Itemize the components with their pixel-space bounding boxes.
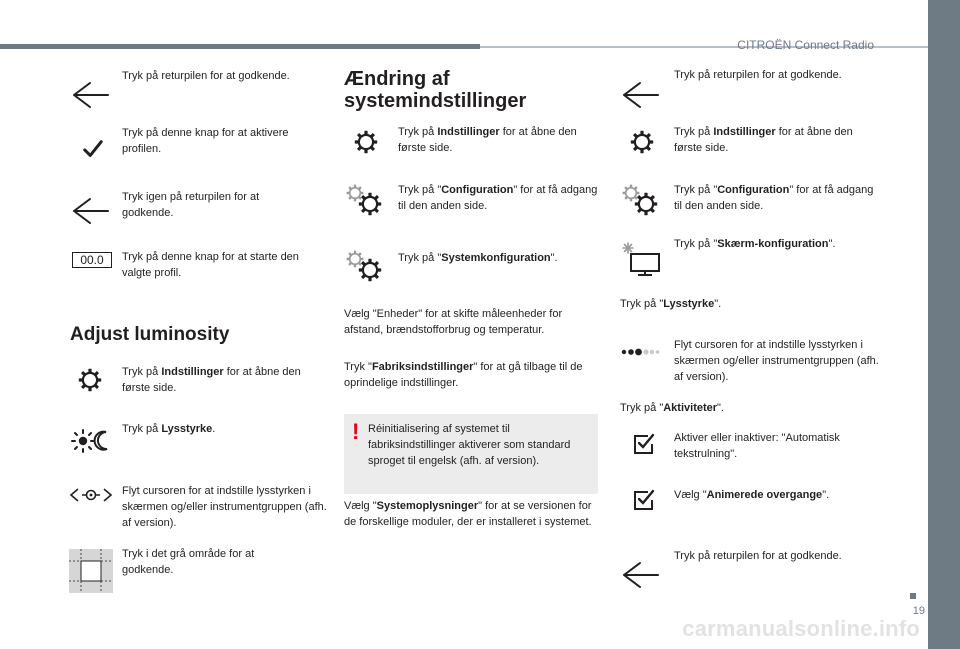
paragraph: Vælg "Systemoplysninger" for at se versionen for de forskellige moduler, der er installeret i systemet. — [344, 500, 592, 528]
brightness-icon — [70, 428, 112, 454]
section-title: Ændring af systemindstillinger — [344, 68, 527, 112]
gear-icon — [630, 130, 654, 154]
step-text: Tryk på Indstillinger for at åbne den første side. — [674, 126, 853, 154]
double-gear-icon — [346, 184, 386, 218]
paragraph: Tryk på "Aktiviteter". — [620, 402, 724, 414]
section-title: Adjust luminosity — [70, 324, 230, 345]
dots-slider-icon — [620, 344, 662, 360]
return-arrow-icon — [620, 80, 660, 110]
step-text: Tryk på Indstillinger for at åbne den første side. — [398, 126, 577, 154]
warning-icon: ! — [352, 419, 360, 444]
page-number: 19 — [912, 605, 925, 617]
step-text: Tryk på returpilen for at godkende. — [122, 70, 290, 82]
step-text: Tryk på returpilen for at godkende. — [674, 550, 842, 562]
gear-icon — [78, 368, 102, 392]
step-text: Tryk på denne knap for at starte den valgte profil. — [122, 251, 299, 279]
paragraph: Vælg "Enheder" for at skifte måleenheder for afstand, brændstofforbrug og temperatur. — [344, 308, 563, 336]
step-text: Tryk på denne knap for at aktivere profilen. — [122, 127, 289, 155]
checkbox-icon — [632, 488, 656, 512]
step-text: Tryk på Indstillinger for at åbne den første side. — [122, 366, 301, 394]
step-text: Tryk på "Skærm-konfiguration". — [674, 238, 836, 250]
step-text: Vælg "Animerede overgange". — [674, 489, 830, 501]
return-arrow-icon — [70, 196, 110, 226]
double-gear-icon — [346, 250, 386, 284]
step-text: Flyt cursoren for at indstille lysstyrken i skærmen og/eller instrumentgruppen (afh. af version). — [122, 485, 327, 529]
step-text: Tryk i det grå område for at godkende. — [122, 548, 255, 576]
step-text: Tryk igen på returpilen for at godkende. — [122, 191, 260, 219]
step-text: Flyt cursoren for at indstille lysstyrken i skærmen og/eller instrumentgruppen (afh. af version). — [674, 339, 879, 383]
return-arrow-icon — [620, 560, 660, 590]
return-arrow-icon — [70, 80, 110, 110]
checkbox-icon — [632, 432, 656, 456]
step-text: Tryk på "Configuration" for at få adgang til den anden side. — [674, 184, 874, 212]
checkmark-icon — [82, 138, 104, 160]
step-text: Aktiver eller inaktiver: "Automatisk tekstrulning". — [674, 432, 840, 460]
section-end-marker — [910, 593, 916, 599]
side-tab-strip — [928, 0, 960, 649]
watermark-text: carmanualsonline.info — [682, 616, 920, 641]
counter-display-icon: 00.0 — [72, 252, 112, 268]
double-gear-icon — [622, 184, 662, 218]
gear-icon — [354, 130, 378, 154]
header-rule-dark — [0, 44, 480, 49]
step-text: Tryk på Lysstyrke. — [122, 423, 216, 435]
paragraph: Tryk på "Lysstyrke". — [620, 298, 722, 310]
step-text: Tryk på returpilen for at godkende. — [674, 69, 842, 81]
paragraph: Tryk "Fabriksindstillinger" for at gå tilbage til de oprindelige indstillinger. — [344, 361, 583, 389]
slider-icon — [68, 482, 114, 508]
grey-area-icon — [69, 549, 113, 593]
warning-text: Réinitialisering af systemet til fabriksindstillinger aktiverer som standard sproget til engelsk (afh. af version). — [368, 423, 571, 467]
step-text: Tryk på "Configuration" for at få adgang til den anden side. — [398, 184, 598, 212]
step-text: Tryk på "Systemkonfiguration". — [398, 252, 558, 264]
page-header-title: CITROËN Connect Radio — [737, 38, 874, 52]
screen-settings-icon — [622, 242, 662, 278]
